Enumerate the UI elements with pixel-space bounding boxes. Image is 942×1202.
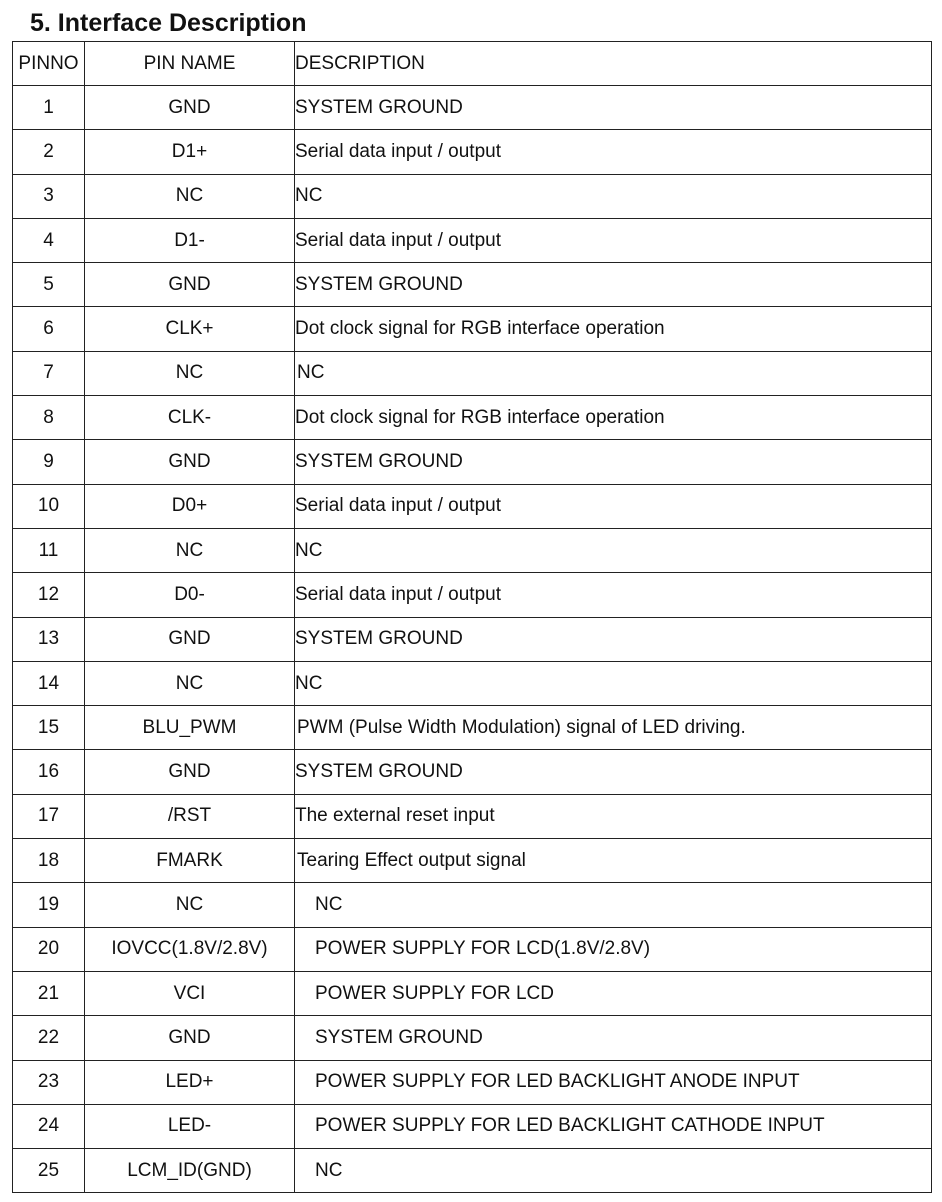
pin-no-cell: 9 [13, 440, 85, 484]
header-pin-no: PINNO [13, 42, 85, 86]
pin-no-cell: 10 [13, 484, 85, 528]
pin-desc-cell: POWER SUPPLY FOR LED BACKLIGHT ANODE INPUT [295, 1060, 932, 1104]
table-row [13, 661, 932, 705]
pin-no-cell: 3 [13, 174, 85, 218]
pin-desc-cell: NC [295, 661, 932, 705]
pin-name-cell: CLK- [85, 396, 295, 440]
table-row [13, 617, 932, 661]
pin-no-cell: 20 [13, 927, 85, 971]
pin-name-cell: NC [85, 661, 295, 705]
table-row [13, 528, 932, 572]
table-row [13, 706, 932, 750]
table-row [13, 174, 932, 218]
pin-no-cell: 16 [13, 750, 85, 794]
pin-desc-cell: SYSTEM GROUND [295, 617, 932, 661]
header-description: DESCRIPTION [295, 42, 932, 86]
table-row [13, 971, 932, 1015]
pin-name-cell: LED+ [85, 1060, 295, 1104]
pin-desc-cell: SYSTEM GROUND [295, 263, 932, 307]
pin-desc-cell: SYSTEM GROUND [295, 750, 932, 794]
pin-name-cell: GND [85, 86, 295, 130]
table-row [13, 1104, 932, 1148]
pin-name-cell: D1- [85, 218, 295, 262]
table-row [13, 351, 932, 395]
pin-name-cell: GND [85, 1016, 295, 1060]
pin-no-cell: 14 [13, 661, 85, 705]
pin-no-cell: 21 [13, 971, 85, 1015]
pin-name-cell: D1+ [85, 130, 295, 174]
table-row [13, 927, 932, 971]
pin-no-cell: 6 [13, 307, 85, 351]
table-row [13, 794, 932, 838]
pin-desc-cell: SYSTEM GROUND [295, 440, 932, 484]
pin-name-cell: GND [85, 263, 295, 307]
pin-name-cell: D0+ [85, 484, 295, 528]
pin-name-cell: FMARK [85, 839, 295, 883]
pin-no-cell: 25 [13, 1149, 85, 1193]
table-row [13, 1016, 932, 1060]
pin-no-cell: 4 [13, 218, 85, 262]
pin-desc-cell: NC [295, 174, 932, 218]
table-row [13, 1149, 932, 1193]
pin-name-cell: GND [85, 750, 295, 794]
pin-desc-cell: SYSTEM GROUND [295, 86, 932, 130]
pin-desc-cell: POWER SUPPLY FOR LED BACKLIGHT CATHODE INPUT [295, 1104, 932, 1148]
pin-desc-cell: Dot clock signal for RGB interface operation [295, 396, 932, 440]
pin-desc-cell: NC [295, 528, 932, 572]
pin-desc-cell: SYSTEM GROUND [295, 1016, 932, 1060]
pin-no-cell: 8 [13, 396, 85, 440]
pin-name-cell: NC [85, 528, 295, 572]
table-row [13, 396, 932, 440]
table-row [13, 263, 932, 307]
pin-no-cell: 13 [13, 617, 85, 661]
pin-desc-cell: POWER SUPPLY FOR LCD [295, 971, 932, 1015]
pin-name-cell: /RST [85, 794, 295, 838]
pin-name-cell: BLU_PWM [85, 706, 295, 750]
pin-no-cell: 11 [13, 528, 85, 572]
table-row [13, 440, 932, 484]
pin-name-cell: CLK+ [85, 307, 295, 351]
pin-name-cell: LED- [85, 1104, 295, 1148]
pin-desc-cell: NC [295, 351, 932, 395]
pin-desc-cell: NC [295, 1149, 932, 1193]
pin-name-cell: GND [85, 617, 295, 661]
pin-desc-cell: POWER SUPPLY FOR LCD(1.8V/2.8V) [295, 927, 932, 971]
pin-name-cell: GND [85, 440, 295, 484]
table-row [13, 307, 932, 351]
pin-name-cell: NC [85, 174, 295, 218]
table-row [13, 130, 932, 174]
pin-no-cell: 17 [13, 794, 85, 838]
pin-name-cell: IOVCC(1.8V/2.8V) [85, 927, 295, 971]
pin-table [12, 41, 932, 1193]
pin-no-cell: 15 [13, 706, 85, 750]
table-row [13, 218, 932, 262]
pin-desc-cell: PWM (Pulse Width Modulation) signal of LED driving. [295, 706, 932, 750]
pin-no-cell: 7 [13, 351, 85, 395]
section-title: 5. Interface Description [30, 9, 307, 37]
pin-no-cell: 5 [13, 263, 85, 307]
pin-name-cell: NC [85, 883, 295, 927]
pin-name-cell: VCI [85, 971, 295, 1015]
pin-no-cell: 22 [13, 1016, 85, 1060]
pin-desc-cell: Serial data input / output [295, 218, 932, 262]
header-pin-name: PIN NAME [85, 42, 295, 86]
table-row [13, 573, 932, 617]
pin-desc-cell: The external reset input [295, 794, 932, 838]
pin-desc-cell: Serial data input / output [295, 573, 932, 617]
pin-desc-cell: Serial data input / output [295, 484, 932, 528]
table-row [13, 484, 932, 528]
table-row [13, 750, 932, 794]
pin-desc-cell: Dot clock signal for RGB interface operation [295, 307, 932, 351]
table-header-row [13, 42, 932, 86]
pin-no-cell: 1 [13, 86, 85, 130]
pin-no-cell: 24 [13, 1104, 85, 1148]
pin-no-cell: 19 [13, 883, 85, 927]
table-row [13, 883, 932, 927]
table-row [13, 86, 932, 130]
pin-no-cell: 18 [13, 839, 85, 883]
pin-desc-cell: NC [295, 883, 932, 927]
pin-name-cell: LCM_ID(GND) [85, 1149, 295, 1193]
table-row [13, 839, 932, 883]
pin-no-cell: 23 [13, 1060, 85, 1104]
pin-name-cell: NC [85, 351, 295, 395]
pin-desc-cell: Tearing Effect output signal [295, 839, 932, 883]
pin-desc-cell: Serial data input / output [295, 130, 932, 174]
table-row [13, 1060, 932, 1104]
pin-no-cell: 12 [13, 573, 85, 617]
pin-no-cell: 2 [13, 130, 85, 174]
pin-name-cell: D0- [85, 573, 295, 617]
